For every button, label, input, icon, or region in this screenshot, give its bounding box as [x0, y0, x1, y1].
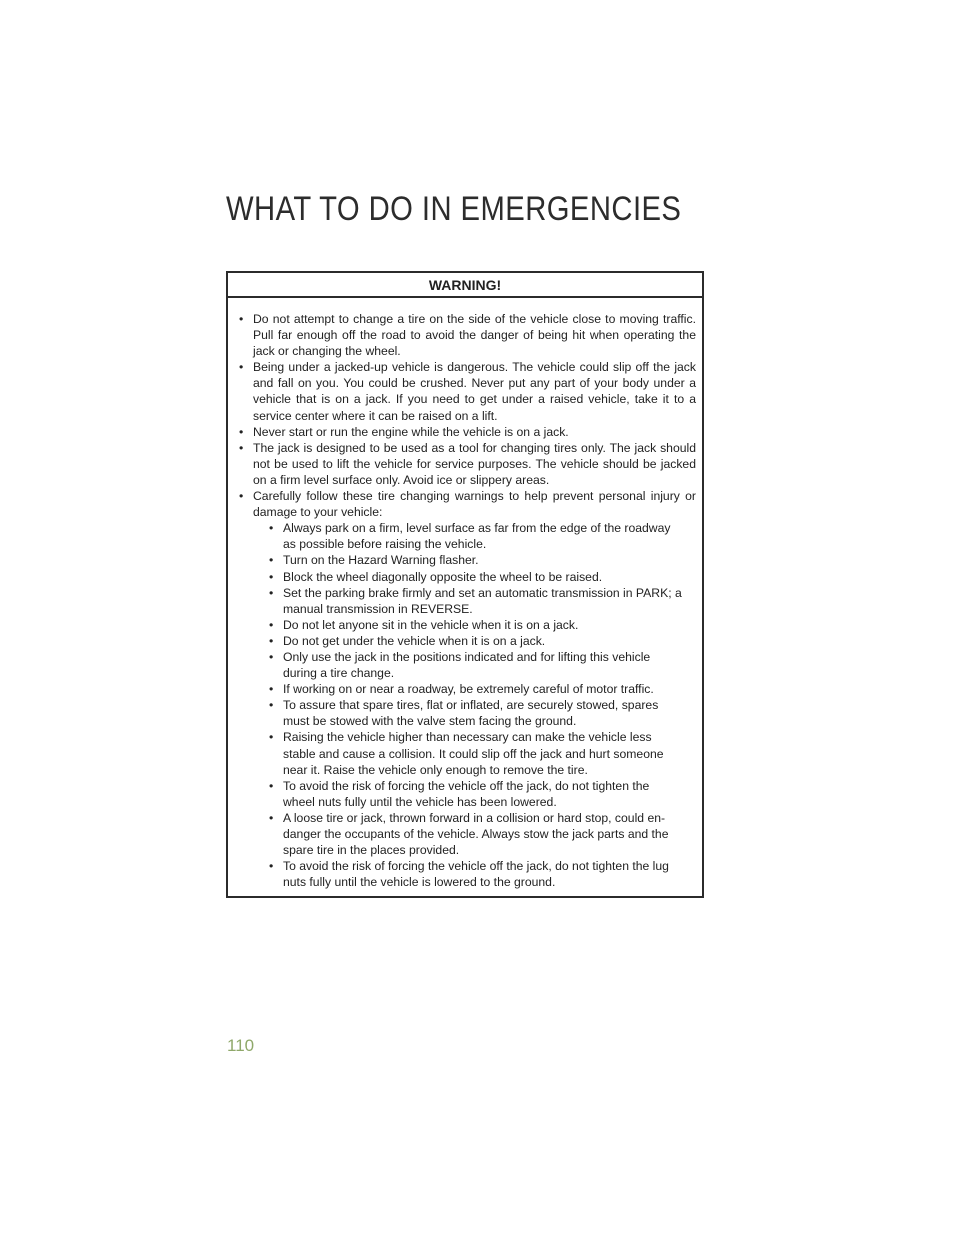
warning-item-text: The jack is designed to be used as a tool for changing tires only. The jack should not be used to lift the vehicle for service purposes. The vehicle should be jacked on a firm level surface only. Avoid ice or slippery areas. [253, 440, 696, 487]
warning-heading: WARNING! [228, 273, 702, 298]
warning-item-text: Being under a jacked-up vehicle is dangerous. The vehicle could slip off the jack and fall on you. You could be crushed. Never put any part of your body under a vehicle that is on a jack. If you need to get under a raised vehicle, take it to a service center where it can be raised on a lift. [253, 360, 696, 423]
warning-item [238, 359, 696, 423]
sub-item: • Do not let anyone sit in the vehicle when it is on a jack. [253, 617, 696, 633]
warning-item [238, 440, 696, 488]
sub-item: • If working on or near a roadway, be extremely careful of motor traffic. [253, 681, 696, 697]
sub-item: • Do not get under the vehicle when it is on a jack. [253, 633, 696, 649]
sub-item: • To assure that spare tires, flat or inflated, are securely stowed, spares must be stowed with the valve stem facing the ground. [253, 697, 696, 729]
sub-item: • To avoid the risk of forcing the vehicle off the jack, do not tighten the wheel nuts fully until the vehicle has been lowered. [253, 778, 696, 810]
warning-item [238, 311, 696, 359]
warning-item-text: Carefully follow these tire changing warnings to help prevent personal injury or damage to your vehicle: [253, 489, 696, 520]
sub-item: • To avoid the risk of forcing the vehicle off the jack, do not tighten the lug nuts fully until the vehicle is lowered to the ground. [253, 858, 696, 890]
page-number: 110 [227, 1036, 255, 1055]
warning-list [228, 298, 702, 890]
sub-item: • Block the wheel diagonally opposite the wheel to be raised. [253, 569, 696, 585]
sub-item: • Turn on the Hazard Warning flasher. [253, 552, 696, 568]
warning-item-text: Never start or run the engine while the vehicle is on a jack. [253, 424, 569, 439]
sub-item: • Raising the vehicle higher than necessary can make the vehicle less stable and cause a collision. It could slip off the jack and hurt someone near it. Raise the vehicle only enough to remove the tire. [253, 729, 696, 777]
warning-item [238, 488, 696, 890]
sub-item: • Set the parking brake firmly and set an automatic transmission in PARK; a manual transmission in REVERSE. [253, 585, 696, 617]
sub-item: • Always park on a firm, level surface as far from the edge of the roadway as possible before raising the vehicle. [253, 520, 696, 552]
warning-item [238, 424, 696, 440]
tire-change-sub-list [253, 520, 696, 890]
section-title: WHAT TO DO IN EMERGENCIES [226, 190, 682, 228]
sub-item: • Only use the jack in the positions indicated and for lifting this vehicle during a tire change. [253, 649, 696, 681]
warning-item-text: Do not attempt to change a tire on the side of the vehicle close to moving traffic. Pull far enough off the road to avoid the danger of being hit when operating the jack or changing the wheel. [253, 312, 696, 359]
warning-box [226, 271, 704, 898]
sub-item: • A loose tire or jack, thrown forward in a collision or hard stop, could en-danger the occupants of the vehicle. Always stow the jack parts and the spare tire in the places provided. [253, 810, 696, 858]
